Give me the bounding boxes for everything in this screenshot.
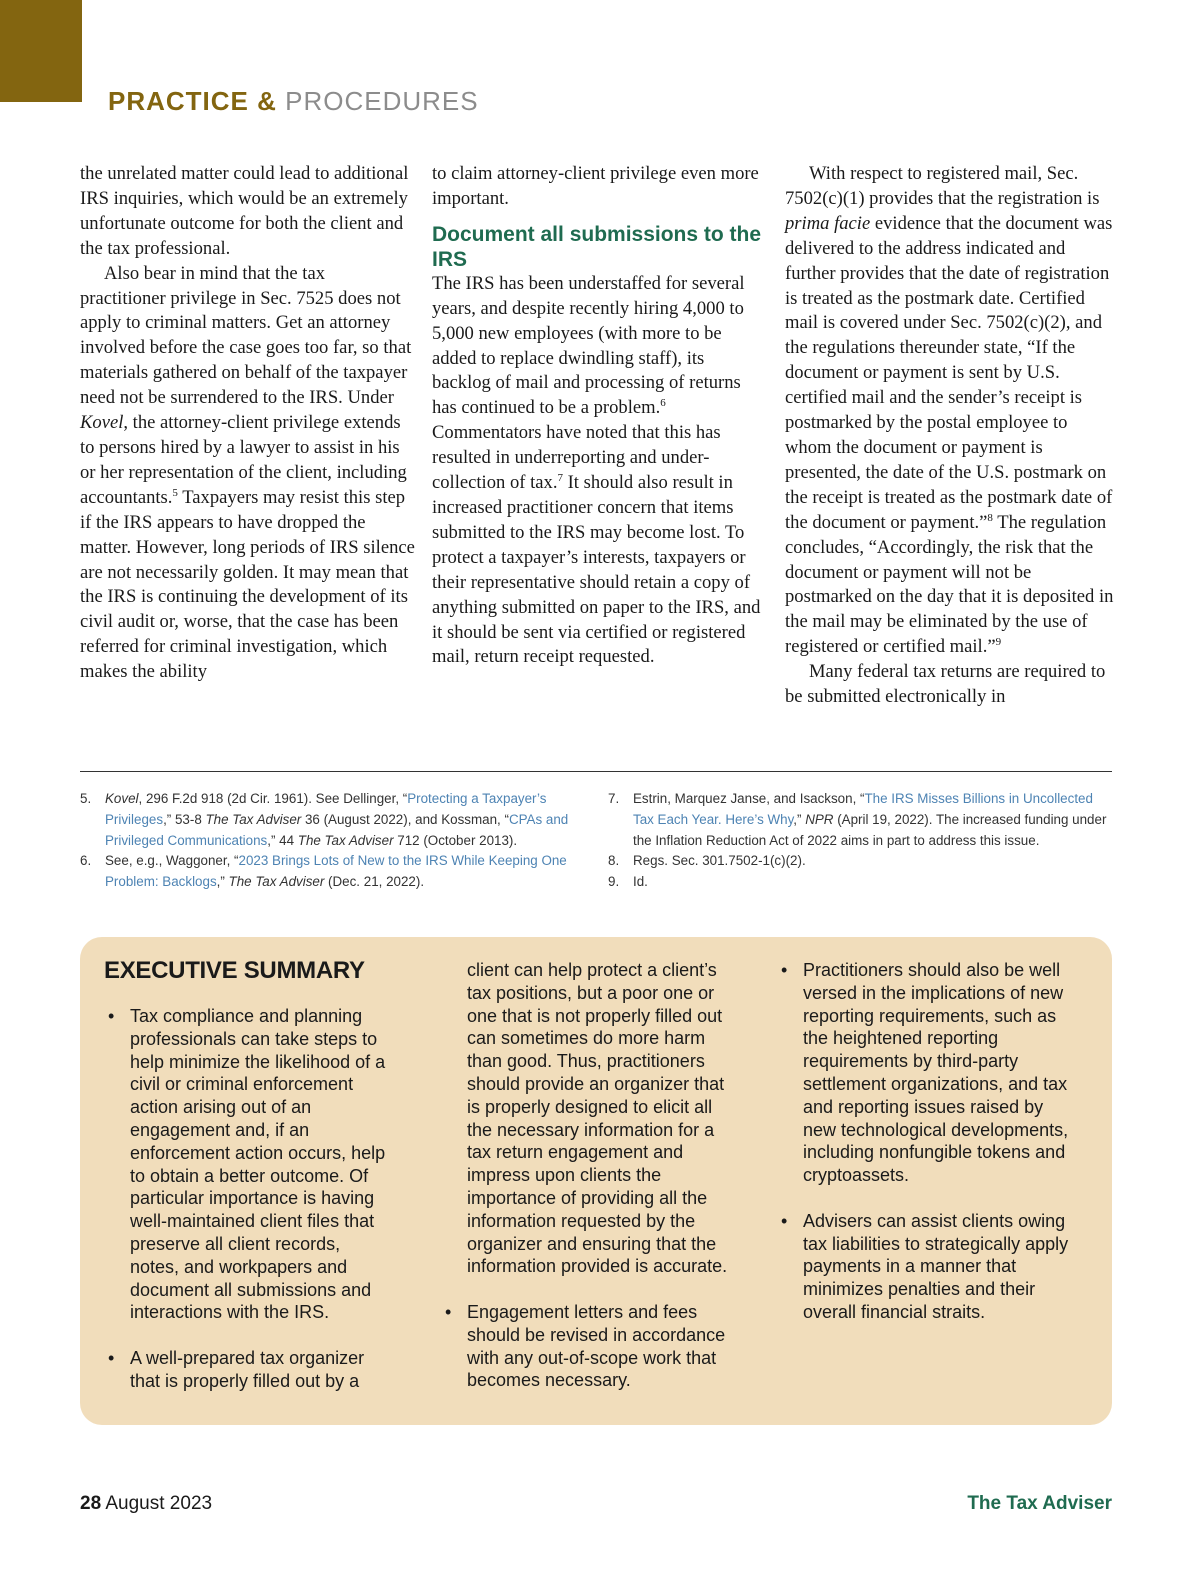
issue-date: August 2023 bbox=[105, 1493, 213, 1514]
paragraph: the unrelated matter could lead to additional IRS inquiries, which would be an extremely unfortunate outcome for both the client and the tax professional. bbox=[80, 163, 409, 259]
bullet-icon: • bbox=[108, 1006, 115, 1026]
footer-publication: The Tax Adviser bbox=[967, 1493, 1112, 1514]
summary-column-3 bbox=[777, 959, 1077, 1324]
paragraph: With respect to registered mail, Sec. 7502(c)(1) provides that the registration is prima facie evidence that the document was delivered to the address indicated and further provides that the date of registration is treated as the postmark date. Certified mail is covered under Sec. 7502(c)(2), and the regulations thereunder state, “If the document or payment is sent by U.S. certified mail and the sender’s receipt is postmarked by the postal employee to whom the document or payment is presented, the date of the U.S. postmark on the receipt is treated as the postmark date of the document or payment.”$^8$ The regulation concludes, “Accordingly, the risk that the document or payment will not be postmarked on the day that it is deposited in the mail may be eliminated by the use of registered or certified mail.”$^9$ bbox=[785, 163, 1114, 658]
footnote-6: 6. See, e.g., Waggoner, “2023 Brings Lots of New to the IRS While Keeping One Problem: Backlogs,” The Tax Adviser (Dec. 21, 2022). bbox=[80, 853, 567, 890]
section-header-bold: PRACTICE & bbox=[108, 86, 277, 116]
bullet-icon: • bbox=[781, 960, 788, 980]
footnote-ref-6[interactable]: 6 bbox=[660, 397, 666, 410]
footnotes-left bbox=[80, 789, 572, 893]
paragraph: Also bear in mind that the tax practitioner privilege in Sec. 7525 does not apply to criminal matters. Get an attorney involved before the case goes too far, so that materials gathered on behalf of the taxpayer need not be surrendered to the IRS. Under Kovel, the attorney-client privilege extends to persons hired by a lawyer to assist in his or her representation of the client, including accountants.$^5$ Taxpayers may resist this step if the IRS appears to have dropped the matter. However, long periods of IRS silence are not necessarily golden. It may mean that the IRS is continuing the development of its civil audit or, worse, that the case has been referred for criminal investigation, which makes the ability bbox=[80, 262, 415, 683]
footnote-ref-8[interactable]: 8 bbox=[987, 511, 993, 524]
paragraph: Many federal tax returns are required to be submitted electronically in bbox=[785, 661, 1106, 708]
summary-bullet: • Advisers can assist clients owing tax liabilities to strategically apply payments in a manner that minimizes penalties and their overall financial straits. bbox=[781, 1210, 1069, 1322]
executive-summary-title: EXECUTIVE SUMMARY bbox=[104, 957, 365, 984]
paragraph: to claim attorney-client privilege even more important. bbox=[432, 163, 759, 209]
article-column-2 bbox=[432, 162, 764, 670]
bullet-icon: • bbox=[781, 1210, 788, 1231]
footnote-9: 9. Id. bbox=[608, 874, 648, 890]
footnote-7: 7. Estrin, Marquez Janse, and Isackson, “The IRS Misses Billions in Uncollected Tax Each Year. Here’s Why,” NPR (April 19, 2022). The increased funding under the Inflation Reduction Act of 2022 aims in part to address this issue. bbox=[608, 791, 1107, 848]
article-column-3 bbox=[785, 162, 1117, 710]
summary-column-2 bbox=[441, 959, 731, 1392]
summary-column-1 bbox=[104, 1005, 394, 1393]
executive-summary-box bbox=[80, 937, 1112, 1425]
bullet-icon: • bbox=[445, 1301, 452, 1322]
summary-bullet: • A well-prepared tax organizer that is properly filled out by a bbox=[108, 1347, 365, 1391]
footer-page-info bbox=[80, 1493, 212, 1515]
subheading: Document all submissions to the IRS bbox=[432, 222, 762, 271]
paragraph: The IRS has been understaffed for several years, and despite recently hiring 4,000 to 5,000 new employees (with more to be added to replace dwindling staff), its backlog of mail and processing of returns has continued to be a problem.$^6$ Commentators have noted that this has resulted in underreporting and under-collection of tax.$^7$ It should also result in increased practitioner concern that items submitted to the IRS may become lost. To protect a taxpayer’s interests, taxpayers or their representative should retain a copy of anything submitted on paper to the IRS, and it should be sent via certified or registered mail, return receipt requested. bbox=[432, 272, 761, 668]
footnote-ref-7[interactable]: 7 bbox=[557, 471, 563, 484]
page-number: 28 bbox=[80, 1493, 102, 1514]
footnote-ref-5[interactable]: 5 bbox=[172, 486, 178, 499]
footnote-5: 5. Kovel, 296 F.2d 918 (2d Cir. 1961). See Dellinger, “Protecting a Taxpayer’s Privileges,” 53-8 The Tax Adviser 36 (August 2022), and Kossman, “CPAs and Privileged Communications,” 44 The Tax Adviser 712 (October 2013). bbox=[80, 791, 569, 848]
footnote-divider bbox=[80, 771, 1112, 772]
footnotes-right bbox=[608, 789, 1113, 893]
footnote-link[interactable]: Protecting a Taxpayer’s Privileges bbox=[105, 791, 547, 827]
footnote-link[interactable]: CPAs and Privileged Communications bbox=[105, 811, 569, 848]
footnote-link[interactable]: The IRS Misses Billions in Uncollected Tax Each Year. Here’s Why bbox=[633, 791, 1093, 827]
corner-color-block bbox=[0, 0, 82, 102]
bullet-icon: • bbox=[108, 1347, 115, 1368]
article-column-1 bbox=[80, 162, 415, 685]
summary-bullet: • Practitioners should also be well versed in the implications of new reporting requirements, such as the heightened reporting requirements by third-party settlement organizations, and tax and reporting issues raised by new technological developments, including nonfungible tokens and cryptoassets. bbox=[781, 960, 1069, 1186]
footnote-ref-9[interactable]: 9 bbox=[995, 636, 1002, 649]
footnote-link[interactable]: 2023 Brings Lots of New to the IRS While Keeping One Problem: Backlogs bbox=[105, 853, 567, 890]
section-header bbox=[108, 86, 479, 117]
summary-bullet: • Engagement letters and fees should be revised in accordance with any out-of-scope work that becomes necessary. bbox=[445, 1301, 726, 1391]
footnote-8: 8. Regs. Sec. 301.7502-1(c)(2). bbox=[608, 853, 806, 869]
summary-bullet: • Tax compliance and planning professionals can take steps to help minimize the likelihood of a civil or criminal enforcement action arising out of an engagement and, if an enforcement action occurs, help to obtain a better outcome. Of particular importance is having well-maintained client files that preserve all client records, notes, and workpapers and document all submissions and interactions with the IRS. bbox=[108, 1006, 386, 1323]
section-header-light: PROCEDURES bbox=[285, 86, 479, 116]
summary-bullet-continued: client can help protect a client’s tax positions, but a poor one or one that is not properly filled out can sometimes do more harm than good. Thus, practitioners should provide an organizer that is properly designed to elicit all the necessary information for a tax return engagement and impress upon clients the importance of providing all the information requested by the organizer and ensuring that the information provided is accurate. bbox=[467, 960, 728, 1277]
